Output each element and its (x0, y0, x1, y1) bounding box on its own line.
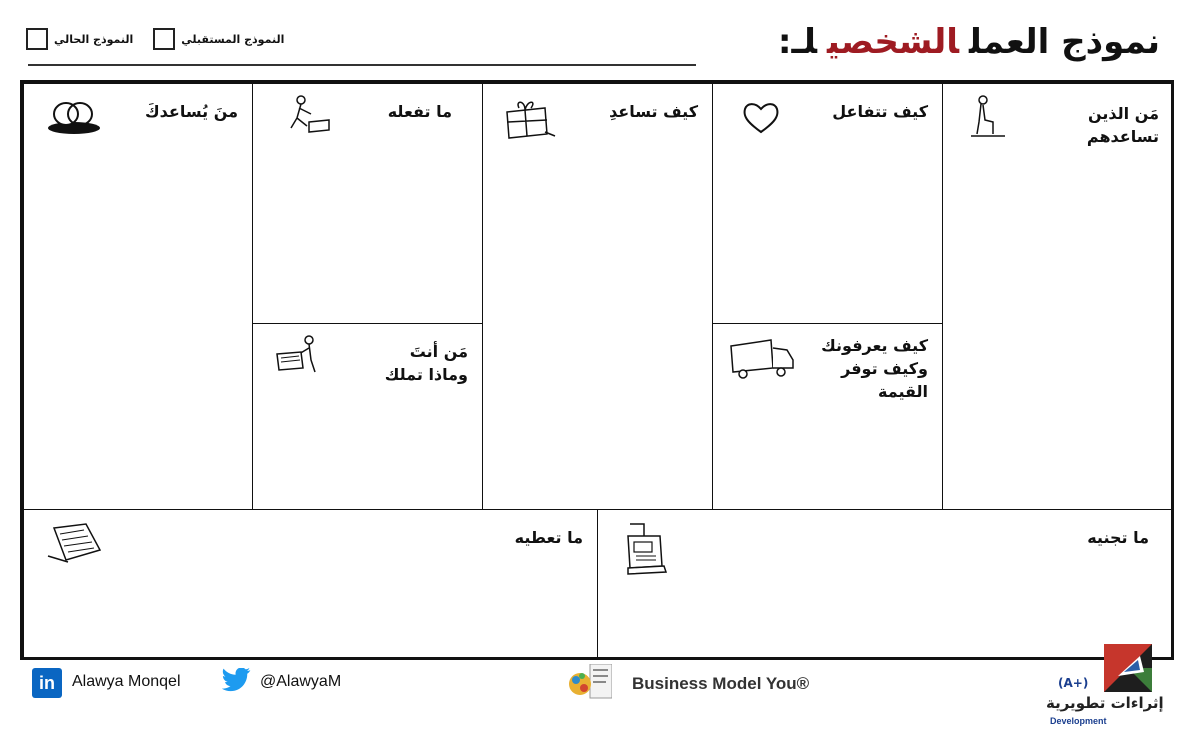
book-cover-icon (568, 664, 612, 700)
current-model-checkbox[interactable] (26, 28, 48, 50)
logo-subtext: Development (1050, 716, 1107, 726)
block-customers[interactable] (942, 83, 1172, 510)
title-suffix: لـ: (777, 22, 818, 62)
current-model-label: النموذج الحالي (54, 32, 134, 46)
block-partners[interactable] (23, 83, 253, 510)
logo-text: إثراءات تطويرية (1046, 694, 1164, 712)
gift-box-icon (501, 96, 559, 144)
block-value-label: كيف تساعدِ (609, 102, 698, 121)
linkedin-icon[interactable]: in (32, 668, 62, 698)
rings-icon (44, 98, 106, 138)
title-accent: الشخصي (827, 22, 960, 62)
business-model-you-label: Business Model You® (632, 674, 810, 693)
block-resources[interactable] (252, 323, 483, 510)
twitter-handle: @AlawyaM (260, 673, 342, 690)
title-main: نموذج العمل (969, 22, 1160, 62)
block-revenue[interactable] (597, 509, 1172, 660)
document-icon (44, 520, 110, 566)
block-relationships-label: كيف تتفاعل (832, 102, 928, 121)
block-value[interactable] (482, 83, 713, 510)
linkedin-name: Alawya Monqel (72, 673, 181, 690)
delivery-truck-icon (727, 336, 797, 382)
block-costs-label: ما تعطيه (514, 528, 583, 547)
block-channels[interactable] (712, 323, 943, 510)
cash-register-icon (622, 520, 674, 576)
person-sitting-icon (967, 94, 1011, 142)
page-title (778, 22, 1160, 62)
block-channels-label: كيف يعرفونك وكيف توفر القيمة (821, 336, 928, 402)
block-partners-label: منَ يُساعدكَ (144, 102, 238, 121)
name-underline (28, 64, 696, 66)
logo-badge: (A+) (1058, 676, 1089, 690)
person-cart-icon (273, 334, 327, 380)
worker-icon (283, 94, 335, 140)
block-customers-label: مَن الذين تساعدهم (1086, 104, 1159, 147)
block-activities[interactable] (252, 83, 483, 324)
block-resources-label: مَن أنتَ وماذا تملك (384, 342, 468, 385)
model-type-checkboxes (26, 28, 290, 50)
block-activities-label: ما تفعله (387, 102, 452, 121)
footer (0, 664, 1200, 732)
block-revenue-label: ما تجنيه (1087, 528, 1149, 547)
block-costs[interactable] (23, 509, 598, 660)
business-model-canvas (20, 80, 1174, 660)
twitter-icon[interactable] (222, 668, 252, 694)
future-model-checkbox[interactable] (153, 28, 175, 50)
company-logo-icon (1100, 642, 1156, 694)
block-relationships[interactable] (712, 83, 943, 324)
heart-icon (739, 98, 783, 138)
future-model-label: النموذج المستقبلي (181, 32, 285, 46)
